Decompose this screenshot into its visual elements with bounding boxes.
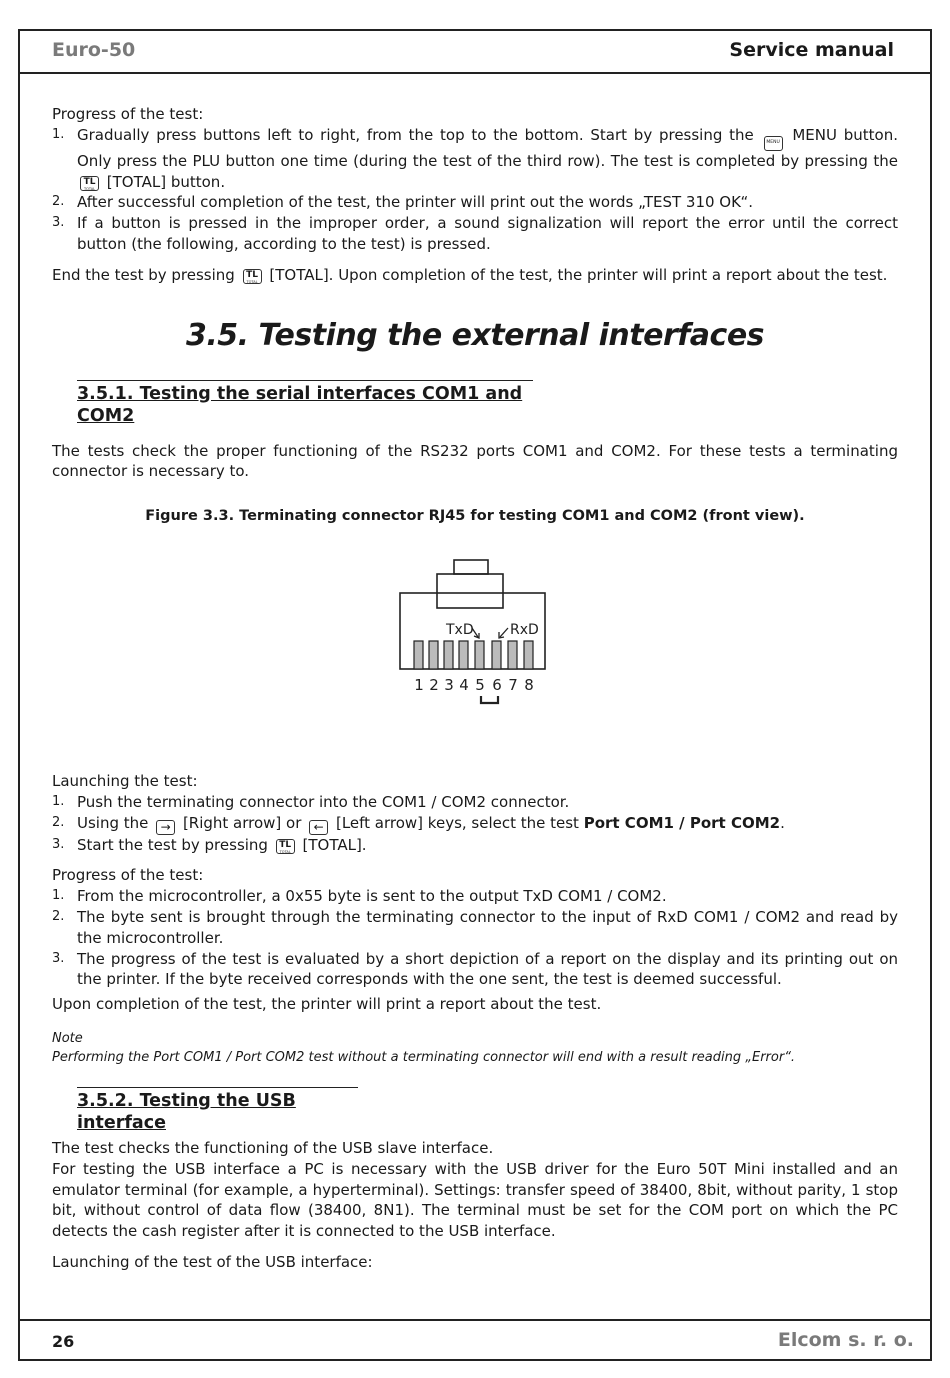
note-block	[52, 1029, 898, 1067]
pin-label-4: 4	[459, 675, 469, 694]
end-test-paragraph: End the test by pressing TL TOTAL [TOTAL]. Upon completion of the test, the printer will print a report about the test.	[52, 265, 888, 284]
list-item: 2. After successful completion of the test, the printer will print out the words „TEST 310 OK“.	[52, 193, 754, 212]
rxd-label: RxD	[510, 621, 539, 638]
list-item: 1. From the microcontroller, a 0x55 byte is sent to the output TxD COM1 / COM2.	[52, 887, 667, 906]
pin-label-3: 3	[444, 675, 454, 694]
usb-launch-label: Launching of the test of the USB interface:	[52, 1252, 373, 1271]
total-key-icon: TL TOTAL	[276, 839, 295, 854]
serial-progress-list	[52, 886, 898, 990]
list-item: 2. The byte sent is brought through the terminating connector to the input of RxD COM1 / COM2 and read by the microcontroller.	[52, 907, 898, 947]
pin-label-6: 6	[492, 675, 502, 694]
pin-label-7: 7	[508, 675, 518, 694]
right-arrow-key-icon: →	[156, 820, 175, 835]
footer-rule	[18, 1319, 932, 1321]
rj45-connector-figure	[52, 557, 898, 757]
pin-label-8: 8	[524, 675, 534, 694]
list-item: 2. Using the → [Right arrow] or ← [Left arrow] keys, select the test Port COM1 / Port COM2.	[52, 813, 785, 834]
progress-label: Progress of the test:	[52, 866, 204, 885]
connector-pin-7	[508, 641, 517, 669]
connector-pin-5	[475, 641, 484, 669]
connector-pin-4	[459, 641, 468, 669]
header-document-type: Service manual	[729, 39, 894, 61]
page-number: 26	[52, 1332, 75, 1351]
pin-label-1: 1	[414, 675, 424, 694]
figure-caption: Figure 3.3. Terminating connector RJ45 for testing COM1 and COM2 (front view).	[145, 508, 805, 525]
pin-label-2: 2	[429, 675, 439, 694]
subsection-heading-serial: 3.5.1. Testing the serial interfaces COM1 and COM2	[77, 380, 533, 427]
connector-latch	[454, 560, 488, 574]
connector-tab	[437, 574, 503, 608]
launch-label: Launching the test:	[52, 771, 198, 790]
note-label: Note	[52, 1030, 83, 1046]
section-heading: 3.5. Testing the external interfaces	[185, 317, 765, 353]
footer-company: Elcom s. r. o.	[777, 1329, 914, 1351]
menu-key-icon: MENU	[764, 136, 783, 151]
connector-pin-1	[414, 641, 423, 669]
subsection-heading-usb: 3.5.2. Testing the USB interface	[77, 1087, 358, 1134]
txd-label: TxD	[446, 621, 474, 638]
connector-pin-3	[444, 641, 453, 669]
progress-label: Progress of the test:	[52, 105, 204, 123]
rj45-connector-diagram	[52, 557, 898, 757]
launch-steps-list	[52, 792, 898, 856]
pin-label-5: 5	[475, 675, 485, 694]
list-item: 1. Gradually press buttons left to right, from the top to the bottom. Start by pressing the MENU MENU button. Only press the PLU button one time (during the test of the third row). The test is completed by pressing the TL TOTAL [TOTAL] button.	[52, 125, 898, 191]
header-product-name: Euro-50	[52, 39, 136, 61]
total-key-icon: TL TOTAL	[243, 269, 262, 284]
connector-pin-8	[524, 641, 533, 669]
left-arrow-key-icon: ←	[309, 820, 328, 835]
pin-bridge-bracket	[481, 696, 498, 703]
usb-paragraph-2: For testing the USB interface a PC is necessary with the USB driver for the Euro 50T Mini installed and an emulator terminal (for example, a hyperterminal). Settings: transfer speed of 38400, 8bit, without parity, 1 stop bit, without control of data flow (38400, 8N1). The terminal must be set for the COM port on which the PC detects the cash register after it is connected to the USB interface.	[52, 1159, 898, 1241]
connector-pin-2	[429, 641, 438, 669]
intro-progress-list	[52, 125, 898, 255]
note-text: Performing the Port COM1 / Port COM2 test without a terminating connector will end with a result reading „Error“.	[52, 1049, 796, 1065]
header-rule	[18, 72, 932, 74]
signal-arrows-icon	[472, 628, 508, 638]
list-item: 1. Push the terminating connector into the COM1 / COM2 connector.	[52, 792, 570, 811]
pin-number-labels	[414, 676, 534, 694]
list-item: 3. Start the test by pressing TL TOTAL [TOTAL].	[52, 835, 367, 854]
list-item: 3. The progress of the test is evaluated by a short depiction of a report on the display and its printing out on the printer. If the byte received corresponds with the one sent, the test is deemed successful.	[52, 949, 898, 989]
total-key-icon: TL TOTAL	[80, 176, 99, 191]
completion-paragraph: Upon completion of the test, the printer will print a report about the test.	[52, 995, 602, 1014]
usb-paragraph-1: The test checks the functioning of the USB slave interface.	[52, 1138, 494, 1157]
connector-pins	[414, 641, 533, 669]
list-item: 3. If a button is pressed in the improper order, a sound signalization will report the error until the correct button (the following, according to the test) is pressed.	[52, 214, 898, 253]
page-content	[52, 104, 898, 1273]
connector-pin-6	[492, 641, 501, 669]
serial-description: The tests check the proper functioning of the RS232 ports COM1 and COM2. For these tests a terminating connector is necessary to.	[52, 441, 898, 481]
